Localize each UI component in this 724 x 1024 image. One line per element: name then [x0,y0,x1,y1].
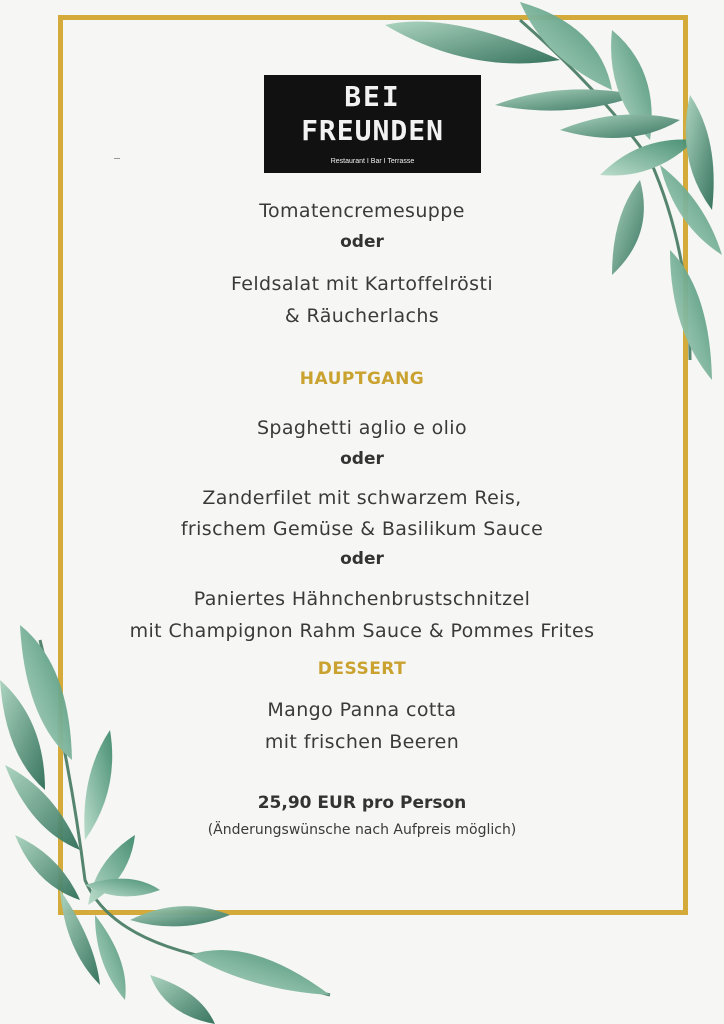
main-3-line2: mit Champignon Rahm Sauce & Pommes Frites [129,620,595,642]
main-course-heading: HAUPTGANG [299,369,425,389]
starter-1: Tomatencremesuppe [259,200,465,222]
oder-separator-3: oder [340,549,384,569]
price-note: (Änderungswünsche nach Aufpreis möglich) [207,822,517,838]
main-2-line1: Zanderfilet mit schwarzem Reis, [202,487,522,509]
restaurant-logo [264,75,481,173]
logo-text-bei: BEI [344,80,401,113]
logo-subtitle: Restaurant I Bar I Terrasse [330,158,415,165]
starter-2-line1: Feldsalat mit Kartoffelrösti [231,273,493,295]
price-label: 25,90 EUR pro Person [257,793,467,813]
main-3-line1: Paniertes Hähnchenbrustschnitzel [193,588,531,610]
dessert-line2: mit frischen Beeren [264,731,460,753]
main-2-line2: frischem Gemüse & Basilikum Sauce [180,518,544,540]
oder-separator-1: oder [340,232,384,252]
dessert-heading: DESSERT [317,659,407,679]
dessert-line1: Mango Panna cotta [267,699,457,721]
starter-2-line2: & Räucherlachs [284,305,440,327]
oder-separator-2: oder [340,449,384,469]
logo-text-freunden: FREUNDEN [301,114,444,147]
stray-mark [114,158,120,159]
main-1: Spaghetti aglio e olio [256,417,468,439]
